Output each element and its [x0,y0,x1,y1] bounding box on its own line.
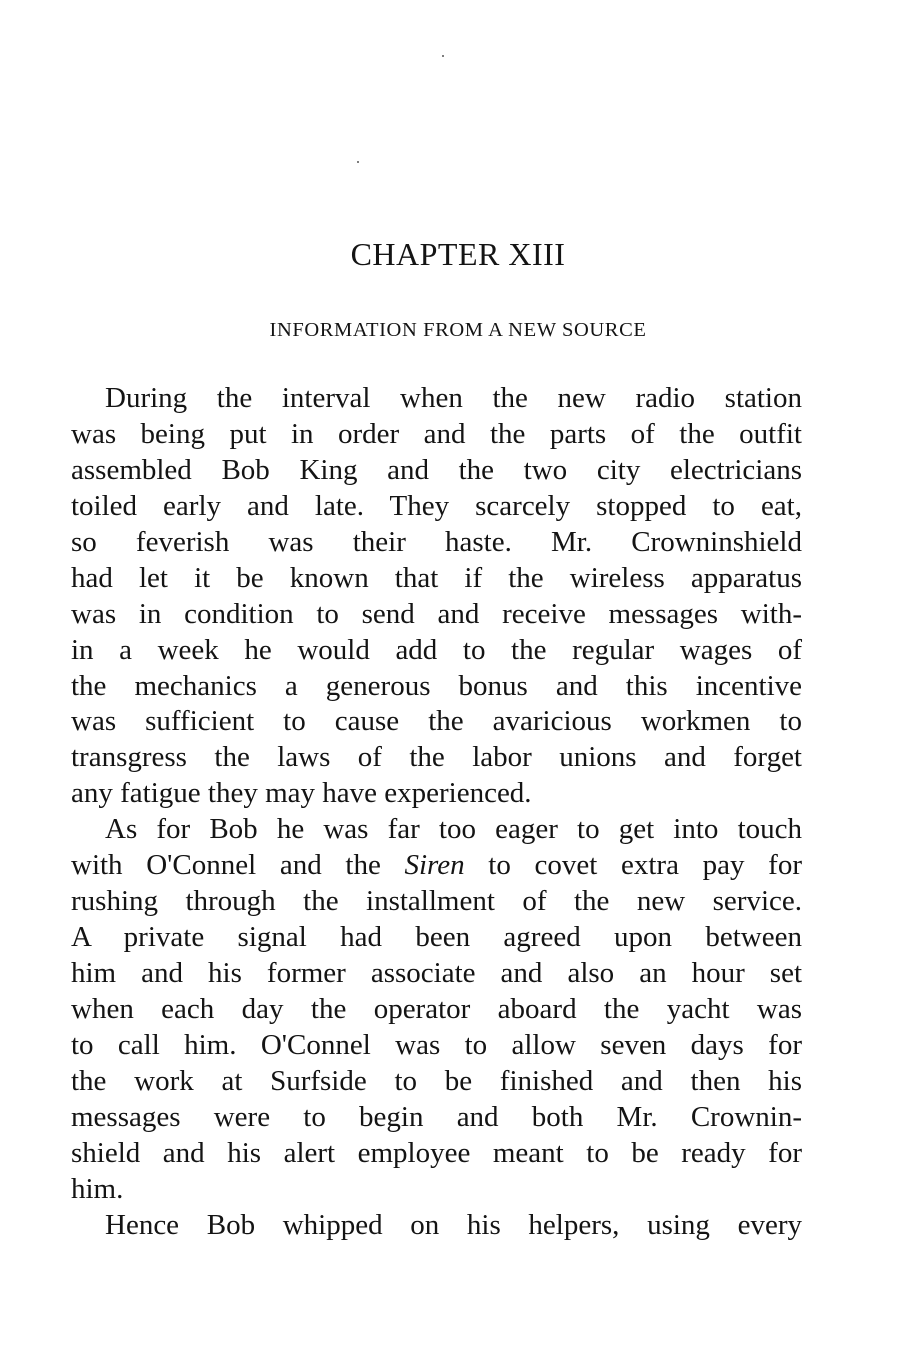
text-line: the work at Surfside to be finished and then his [71,1064,802,1097]
text-line: was sufficient to cause the avaricious workmen to [71,705,802,738]
page-speck [357,161,359,163]
text-line: A private signal had been agreed upon between [71,921,802,954]
chapter-subtitle: INFORMATION FROM A NEW SOURCE [269,319,647,341]
text-line: transgress the laws of the labor unions and forget [71,741,802,774]
page-speck [442,55,444,57]
text-line: when each day the operator aboard the yacht was [71,992,802,1025]
text-line: As for Bob he was far too eager to get into touch [105,813,802,846]
text-line: rushing through the installment of the new service. [71,885,802,918]
text-line: so feverish was their haste. Mr. Crowninshield [71,525,802,558]
text-line: to call him. O'Connel was to allow seven days for [71,1028,802,1061]
text-line: was being put in order and the parts of the outfit [71,417,802,450]
text-line: toiled early and late. They scarcely stopped to eat, [71,489,802,522]
text-line: shield and his alert employee meant to be ready for [71,1136,802,1169]
text-line: any fatigue they may have experienced. [71,777,532,810]
text-line: was in condition to send and receive messages with- [71,597,802,630]
text-line: messages were to begin and both Mr. Crownin- [71,1100,802,1133]
text-line: him. [71,1172,124,1205]
text-line: had let it be known that if the wireless apparatus [71,561,802,594]
text-line: the mechanics a generous bonus and this incentive [71,669,802,702]
text-line: During the interval when the new radio station [105,382,802,414]
italic-ship-name: Siren [404,849,465,882]
text-line: Hence Bob whipped on his helpers, using every [105,1208,802,1241]
chapter-heading: CHAPTER XIII [350,236,566,272]
text-line: him and his former associate and also an hour set [71,957,802,989]
text-line: assembled Bob King and the two city electricians [71,453,802,486]
body-text [71,381,802,1244]
text-line: in a week he would add to the regular wages of [71,633,802,666]
text-fragment: with O'Connel and the [71,849,405,882]
text-fragment: to covet extra pay for [464,849,802,882]
text-line [71,848,802,884]
